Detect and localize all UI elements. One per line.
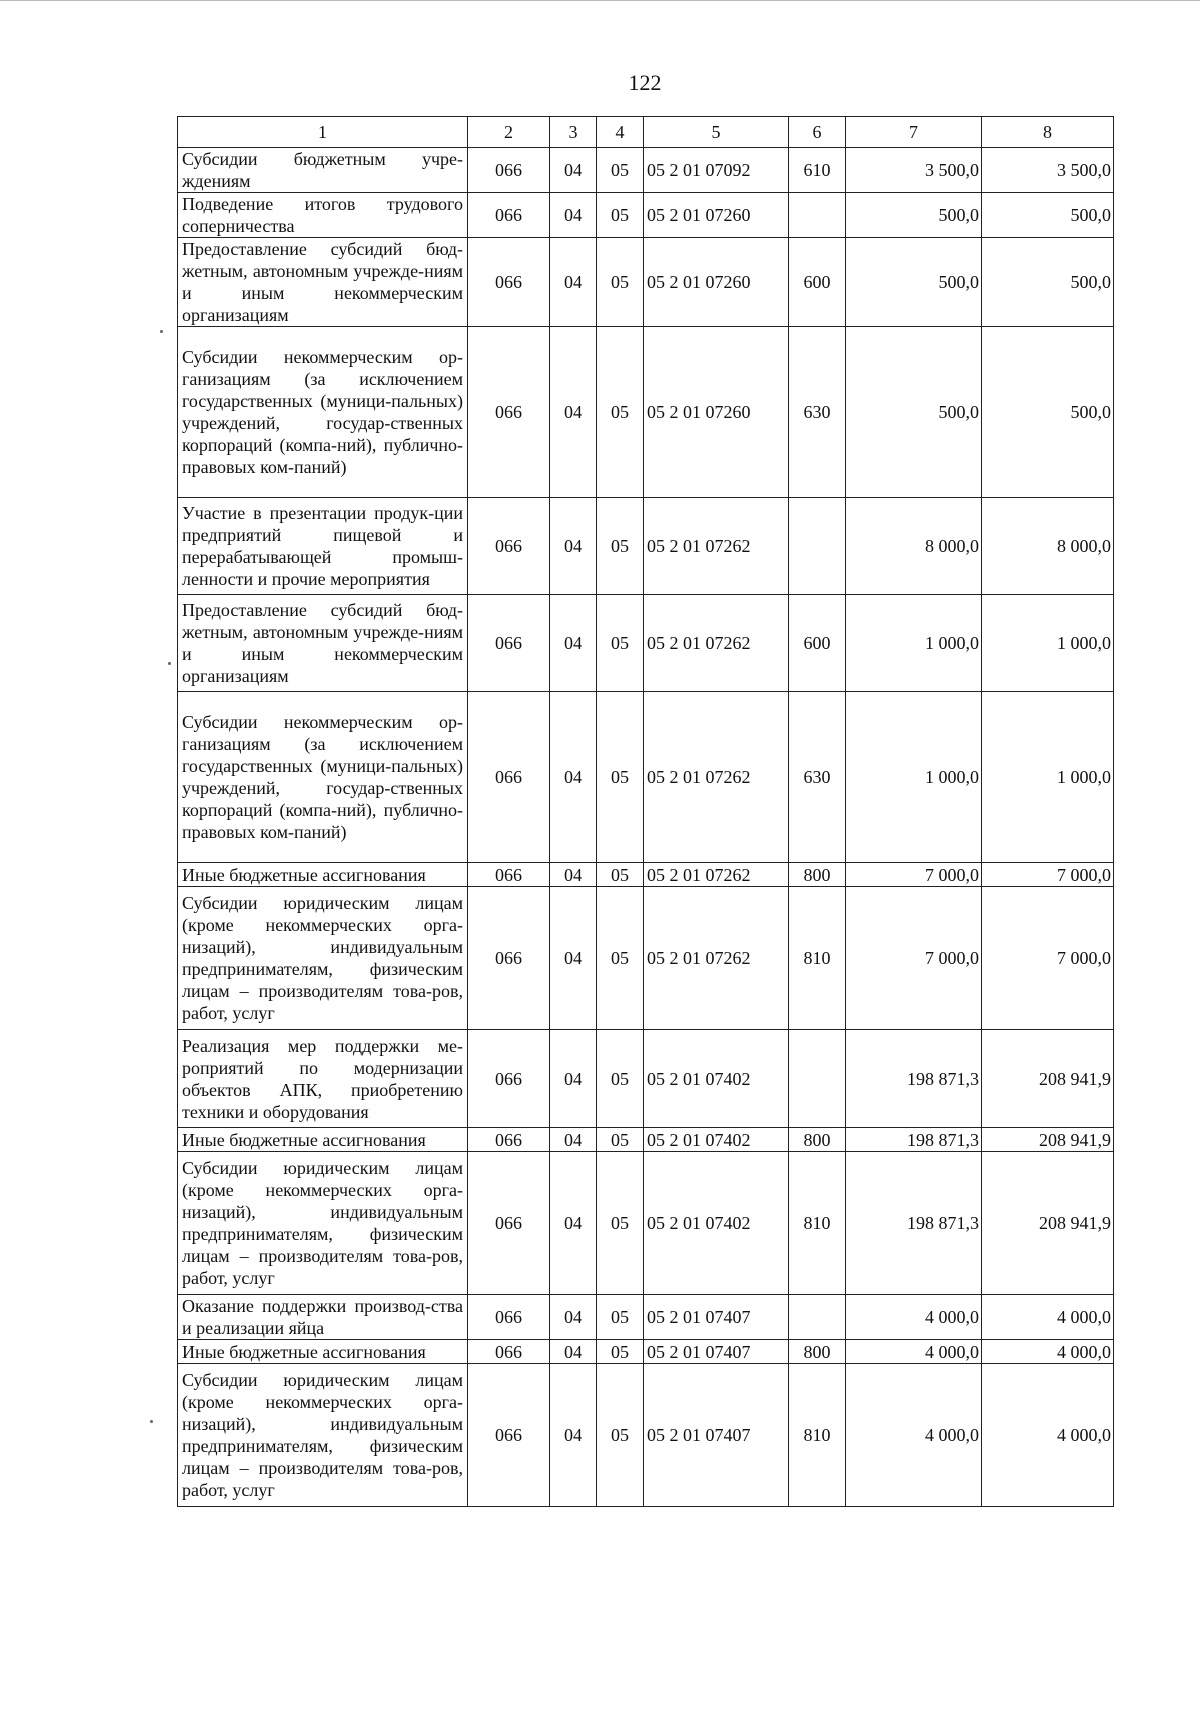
section-code-cell: 04 [550,863,597,887]
row-name-cell: Иные бюджетные ассигнования [178,1128,468,1152]
ministry-code-cell: 066 [468,1340,550,1364]
expense-type-cell: 610 [789,148,846,193]
table-row [178,148,1114,193]
table-row [178,193,1114,238]
column-header: 2 [468,117,550,148]
ministry-code-cell: 066 [468,327,550,498]
table-row [178,1152,1114,1295]
ministry-code-cell: 066 [468,692,550,863]
expense-type-cell: 800 [789,1128,846,1152]
ministry-code-cell: 066 [468,1128,550,1152]
section-code-cell: 04 [550,1364,597,1507]
amount-year1-cell: 7 000,0 [846,863,982,887]
ministry-code-cell: 066 [468,1030,550,1128]
section-code-cell: 04 [550,238,597,327]
column-header: 8 [982,117,1114,148]
ministry-code-cell: 066 [468,1295,550,1340]
ministry-code-cell: 066 [468,595,550,692]
expense-type-cell: 810 [789,887,846,1030]
amount-year1-cell: 4 000,0 [846,1295,982,1340]
expense-type-cell: 800 [789,863,846,887]
table-row [178,1295,1114,1340]
section-code-cell: 04 [550,498,597,595]
ministry-code-cell: 066 [468,1152,550,1295]
section-code-cell: 04 [550,1152,597,1295]
amount-year2-cell: 3 500,0 [982,148,1114,193]
amount-year1-cell: 1 000,0 [846,595,982,692]
section-code-cell: 04 [550,1340,597,1364]
table-row [178,1128,1114,1152]
section-code-cell: 04 [550,595,597,692]
section-code-cell: 04 [550,148,597,193]
target-article-cell: 05 2 01 07407 [644,1364,789,1507]
column-header: 5 [644,117,789,148]
target-article-cell: 05 2 01 07260 [644,193,789,238]
amount-year2-cell: 500,0 [982,238,1114,327]
expense-type-cell [789,193,846,238]
row-name-cell: Субсидии юридическим лицам (кроме некоммерческих орга-низаций), индивидуальным предпринимателям, физическим лицам – производителям това-ров, работ, услуг [178,1364,468,1507]
table-row [178,238,1114,327]
page-number: 122 [628,70,662,95]
header-row [178,117,1114,148]
row-name-cell: Субсидии некоммерческим ор-ганизациям (за исключением государственных (муници-пальных) учреждений, государ-ственных корпораций (компа-ний), публично-правовых ком-паний) [178,692,468,863]
expense-type-cell [789,498,846,595]
row-name-cell: Предоставление субсидий бюд-жетным, автономным учрежде-ниям и иным некоммерческим организациям [178,595,468,692]
target-article-cell: 05 2 01 07407 [644,1295,789,1340]
row-name-cell: Оказание поддержки производ-ства и реализации яйца [178,1295,468,1340]
section-code-cell: 04 [550,1295,597,1340]
amount-year1-cell: 500,0 [846,327,982,498]
table-body [178,148,1114,1507]
amount-year1-cell: 500,0 [846,238,982,327]
amount-year2-cell: 4 000,0 [982,1364,1114,1507]
table-row [178,327,1114,498]
expense-type-cell: 800 [789,1340,846,1364]
amount-year1-cell: 198 871,3 [846,1152,982,1295]
target-article-cell: 05 2 01 07092 [644,148,789,193]
scan-speck [168,662,171,665]
row-name-cell: Участие в презентации продук-ции предприятий пищевой и перерабатывающей промыш-ленности и прочие мероприятия [178,498,468,595]
section-code-cell: 04 [550,887,597,1030]
expense-type-cell: 600 [789,238,846,327]
ministry-code-cell: 066 [468,863,550,887]
scan-speck [160,330,163,333]
row-name-cell: Субсидии юридическим лицам (кроме некоммерческих орга-низаций), индивидуальным предпринимателям, физическим лицам – производителям това-ров, работ, услуг [178,1152,468,1295]
row-name-cell: Иные бюджетные ассигнования [178,1340,468,1364]
target-article-cell: 05 2 01 07402 [644,1152,789,1295]
table-row [178,863,1114,887]
target-article-cell: 05 2 01 07262 [644,498,789,595]
ministry-code-cell: 066 [468,498,550,595]
section-code-cell: 04 [550,692,597,863]
amount-year2-cell: 208 941,9 [982,1128,1114,1152]
amount-year1-cell: 4 000,0 [846,1364,982,1507]
scan-speck [150,1420,153,1423]
amount-year2-cell: 208 941,9 [982,1152,1114,1295]
expense-type-cell: 630 [789,327,846,498]
ministry-code-cell: 066 [468,887,550,1030]
subsection-code-cell: 05 [597,193,644,238]
target-article-cell: 05 2 01 07402 [644,1030,789,1128]
amount-year2-cell: 7 000,0 [982,863,1114,887]
row-name-cell: Реализация мер поддержки ме-роприятий по модернизации объектов АПК, приобретению техники и оборудования [178,1030,468,1128]
column-header: 6 [789,117,846,148]
expense-type-cell [789,1030,846,1128]
ministry-code-cell: 066 [468,148,550,193]
target-article-cell: 05 2 01 07260 [644,327,789,498]
section-code-cell: 04 [550,1128,597,1152]
subsection-code-cell: 05 [597,1152,644,1295]
row-name-cell: Субсидии некоммерческим ор-ганизациям (за исключением государственных (муници-пальных) учреждений, государ-ственных корпораций (компа-ний), публично-правовых ком-паний) [178,327,468,498]
table-row [178,1030,1114,1128]
amount-year2-cell: 500,0 [982,193,1114,238]
amount-year1-cell: 198 871,3 [846,1128,982,1152]
row-name-cell: Предоставление субсидий бюд-жетным, автономным учрежде-ниям и иным некоммерческим организациям [178,238,468,327]
subsection-code-cell: 05 [597,1364,644,1507]
subsection-code-cell: 05 [597,863,644,887]
target-article-cell: 05 2 01 07260 [644,238,789,327]
section-code-cell: 04 [550,1030,597,1128]
target-article-cell: 05 2 01 07262 [644,595,789,692]
subsection-code-cell: 05 [597,1295,644,1340]
amount-year1-cell: 198 871,3 [846,1030,982,1128]
amount-year2-cell: 4 000,0 [982,1295,1114,1340]
section-code-cell: 04 [550,193,597,238]
amount-year2-cell: 208 941,9 [982,1030,1114,1128]
row-name-cell: Субсидии юридическим лицам (кроме некоммерческих орга-низаций), индивидуальным предпринимателям, физическим лицам – производителям това-ров, работ, услуг [178,887,468,1030]
amount-year1-cell: 3 500,0 [846,148,982,193]
subsection-code-cell: 05 [597,238,644,327]
expense-type-cell: 630 [789,692,846,863]
column-header: 1 [178,117,468,148]
top-rule [0,0,1200,7]
row-name-cell: Субсидии бюджетным учре-ждениям [178,148,468,193]
subsection-code-cell: 05 [597,1030,644,1128]
amount-year1-cell: 500,0 [846,193,982,238]
amount-year2-cell: 500,0 [982,327,1114,498]
target-article-cell: 05 2 01 07262 [644,692,789,863]
subsection-code-cell: 05 [597,1128,644,1152]
target-article-cell: 05 2 01 07262 [644,887,789,1030]
table-row [178,1340,1114,1364]
subsection-code-cell: 05 [597,887,644,1030]
expense-type-cell [789,1295,846,1340]
table-row [178,692,1114,863]
amount-year1-cell: 1 000,0 [846,692,982,863]
table-row [178,498,1114,595]
amount-year1-cell: 7 000,0 [846,887,982,1030]
amount-year1-cell: 8 000,0 [846,498,982,595]
amount-year2-cell: 1 000,0 [982,595,1114,692]
table-row [178,595,1114,692]
target-article-cell: 05 2 01 07262 [644,863,789,887]
subsection-code-cell: 05 [597,1340,644,1364]
amount-year2-cell: 1 000,0 [982,692,1114,863]
column-header: 3 [550,117,597,148]
subsection-code-cell: 05 [597,148,644,193]
target-article-cell: 05 2 01 07402 [644,1128,789,1152]
subsection-code-cell: 05 [597,327,644,498]
expense-type-cell: 810 [789,1364,846,1507]
ministry-code-cell: 066 [468,193,550,238]
table-row [178,1364,1114,1507]
row-name-cell: Иные бюджетные ассигнования [178,863,468,887]
amount-year2-cell: 7 000,0 [982,887,1114,1030]
section-code-cell: 04 [550,327,597,498]
expense-type-cell: 600 [789,595,846,692]
subsection-code-cell: 05 [597,595,644,692]
amount-year2-cell: 4 000,0 [982,1340,1114,1364]
expense-type-cell: 810 [789,1152,846,1295]
column-header: 4 [597,117,644,148]
row-name-cell: Подведение итогов трудового соперничества [178,193,468,238]
subsection-code-cell: 05 [597,692,644,863]
ministry-code-cell: 066 [468,238,550,327]
target-article-cell: 05 2 01 07407 [644,1340,789,1364]
budget-table [177,116,1114,1507]
ministry-code-cell: 066 [468,1364,550,1507]
column-header: 7 [846,117,982,148]
table-row [178,887,1114,1030]
amount-year1-cell: 4 000,0 [846,1340,982,1364]
subsection-code-cell: 05 [597,498,644,595]
amount-year2-cell: 8 000,0 [982,498,1114,595]
